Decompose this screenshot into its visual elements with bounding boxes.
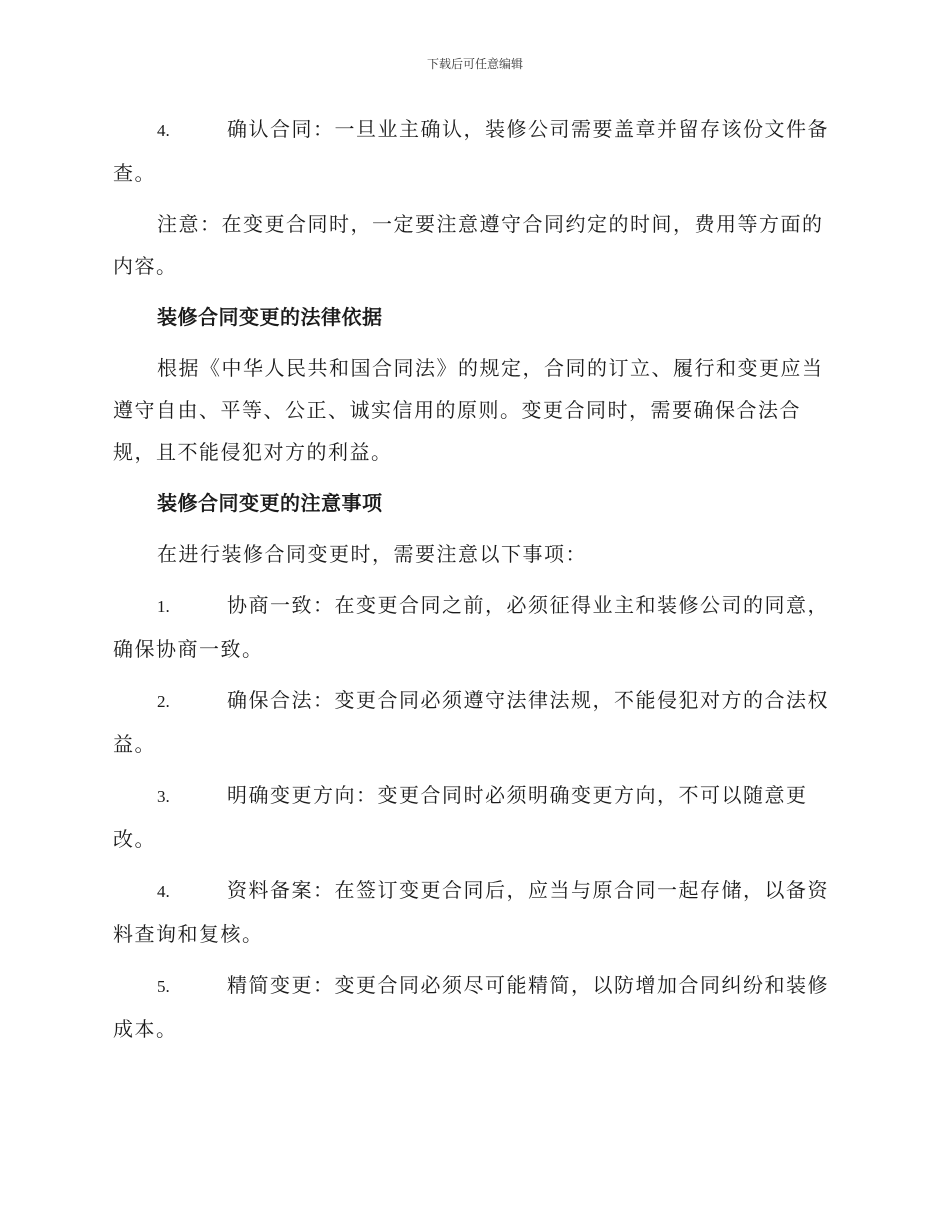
list-text: 确认合同：一旦业主确认，装修公司需要盖章并留存该份文件备查。: [113, 117, 829, 185]
list-number: 4.: [157, 882, 170, 901]
list-number: 1.: [157, 597, 170, 616]
list-number: 5.: [157, 977, 170, 996]
page-header: 下载后可任意编辑: [426, 57, 523, 71]
list-text: 明确变更方向：变更合同时必须明确变更方向，不可以随意更改。: [113, 783, 808, 851]
list-item: [113, 869, 833, 955]
list-item: [113, 964, 833, 1050]
list-number: 2.: [157, 692, 170, 711]
legal-basis-paragraph: 根据《中华人民共和国合同法》的规定，合同的订立、履行和变更应当遵守自由、平等、公正、诚实信用的原则。变更合同时，需要确保合法合规，且不能侵犯对方的利益。: [113, 356, 824, 464]
section-heading-legal-basis: 装修合同变更的法律依据: [157, 305, 383, 329]
list-number: 3.: [157, 787, 170, 806]
list-item: [113, 774, 833, 860]
precautions-intro: 在进行装修合同变更时，需要注意以下事项：: [157, 542, 587, 566]
list-item: [113, 584, 833, 670]
list-text: 资料备案：在签订变更合同后，应当与原合同一起存储，以备资料查询和复核。: [113, 878, 829, 946]
section-heading-precautions: 装修合同变更的注意事项: [157, 491, 383, 515]
list-item: [113, 679, 833, 765]
note-paragraph: 注意：在变更合同时，一定要注意遵守合同约定的时间，费用等方面的内容。: [113, 212, 824, 278]
list-text: 确保合法：变更合同必须遵守法律法规，不能侵犯对方的合法权益。: [113, 688, 829, 756]
list-text: 精简变更：变更合同必须尽可能精简，以防增加合同纠纷和装修成本。: [113, 973, 829, 1041]
list-text: 协商一致：在变更合同之前，必须征得业主和装修公司的同意，确保协商一致。: [113, 593, 829, 661]
document-body: [113, 108, 833, 1059]
list-item-confirm-contract: [113, 108, 833, 194]
list-number: 4.: [157, 121, 170, 140]
